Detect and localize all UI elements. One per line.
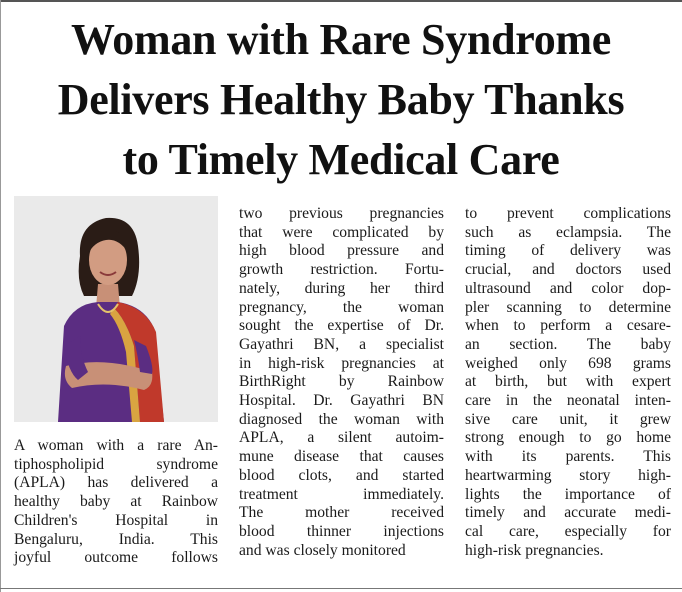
top-rule (0, 0, 682, 2)
column-2-line: and was closely monitored (239, 541, 406, 559)
column-1-line: healthy baby at Rainbow (14, 493, 218, 511)
column-3-line: at birth, but with expert (465, 373, 671, 391)
column-2-line: APLA, a silent autoim- (239, 429, 444, 447)
column-3-line: timing of delivery was (465, 242, 671, 260)
column-3-line: pler scanning to determine (465, 298, 671, 316)
column-3-line: strong enough to go home (465, 429, 671, 447)
column-1-line: tiphospholipid syndrome (14, 455, 218, 473)
column-2-line: high blood pressure and (239, 242, 444, 260)
column-2-line: growth restriction. Fortu- (239, 261, 444, 279)
column-3-line: an section. The baby (465, 335, 671, 353)
column-3-line: sive care unit, it grew (465, 410, 671, 428)
article-column-3 (465, 205, 671, 560)
doctor-photo (14, 196, 218, 422)
column-3-line: lights the importance of (465, 485, 671, 503)
column-3-line: to prevent complications (465, 205, 671, 222)
column-3-line: with its parents. This (465, 448, 671, 466)
column-2-line: in high-risk pregnancies at (239, 354, 444, 372)
article-column-2 (239, 205, 444, 560)
column-3-line: high-risk pregnancies. (465, 541, 604, 559)
column-3-line: such as eclampsia. The (465, 223, 671, 241)
article-column-1 (14, 437, 218, 568)
column-3-line: weighed only 698 grams (465, 354, 671, 372)
column-1-line: Children's Hospital in (14, 511, 218, 529)
column-2-line: The mother received (239, 504, 444, 522)
column-2-line: nately, during her third (239, 279, 444, 297)
column-2-line: that were complicated by (239, 223, 444, 241)
column-3-line: ultrasound and color dop- (465, 279, 671, 297)
column-2-line: sought the expertise of Dr. (239, 317, 444, 335)
left-rule (0, 0, 1, 592)
column-1-line: joyful outcome follows (14, 549, 218, 567)
column-3-line: when to perform a cesare- (465, 317, 671, 335)
column-2-line: mune disease that causes (239, 448, 444, 466)
column-2-line: Gayathri BN, a specialist (239, 335, 444, 353)
column-3-line: heartwarming story high- (465, 466, 671, 484)
column-1-line: (APLA) has delivered a (14, 474, 218, 492)
column-2-line: two previous pregnancies (239, 205, 444, 222)
column-2-line: blood thinner injections (239, 522, 444, 540)
column-2-line: diagnosed the woman with (239, 410, 444, 428)
column-3-line: timely and accurate medi- (465, 504, 671, 522)
headline-line-1: Woman with Rare Syndrome (71, 15, 611, 64)
column-3-line: crucial, and doctors used (465, 261, 671, 279)
column-2-line: blood clots, and started (239, 466, 444, 484)
headline-line-3: to Timely Medical Care (122, 135, 560, 184)
column-2-line: Hospital. Dr. Gayathri BN (239, 392, 444, 410)
column-3-line: cal care, especially for (465, 522, 671, 540)
column-2-line: BirthRight by Rainbow (239, 373, 444, 391)
doctor-portrait-illustration (14, 196, 218, 422)
column-2-line: treatment immediately. (239, 485, 444, 503)
bottom-rule (0, 588, 682, 589)
column-2-line: pregnancy, the woman (239, 298, 444, 316)
column-1-line: Bengaluru, India. This (14, 530, 218, 548)
headline-line-2: Delivers Healthy Baby Thanks (57, 75, 625, 124)
headline (6, 10, 676, 190)
column-1-line: A woman with a rare An- (14, 437, 218, 454)
column-3-line: care in the neonatal inten- (465, 392, 671, 410)
